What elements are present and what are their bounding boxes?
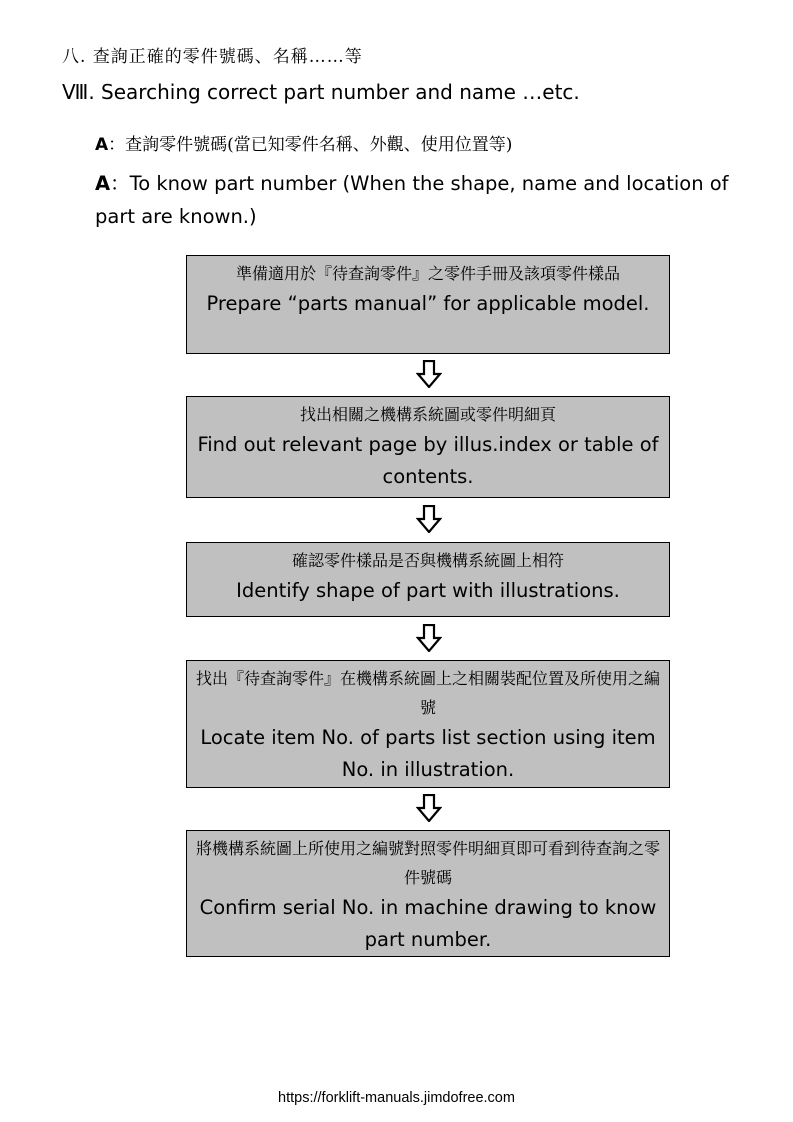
step-text-zh: 找出『待查詢零件』在機構系統圖上之相關裝配位置及所使用之編號 bbox=[195, 669, 660, 717]
subsection-label-en: A bbox=[95, 172, 111, 195]
subsection-heading-zh bbox=[95, 130, 512, 155]
step-text-zh: 確認零件樣品是否與機構系統圖上相符 bbox=[291, 551, 564, 570]
subsection-text-en: To know part number (When the shape, name and location of part are known.) bbox=[95, 172, 729, 228]
step-box-4 bbox=[186, 660, 670, 788]
step-text-en: Identify shape of part with illustrations. bbox=[236, 579, 620, 602]
step-box-3 bbox=[186, 542, 670, 617]
down-arrow-icon bbox=[416, 794, 442, 822]
section-heading-en: Ⅷ. Searching correct part number and name …etc. bbox=[62, 80, 580, 104]
down-arrow-icon bbox=[416, 624, 442, 652]
step-text-en: Locate item No. of parts list section using item No. in illustration. bbox=[200, 726, 656, 781]
step-box-2 bbox=[186, 396, 670, 498]
subsection-label: A bbox=[95, 135, 109, 155]
step-text-en: Find out relevant page by illus.index or table of contents. bbox=[197, 433, 659, 488]
step-text-en: Confirm serial No. in machine drawing to know part number. bbox=[199, 896, 657, 951]
down-arrow-icon bbox=[416, 505, 442, 533]
subsection-text-zh: 查詢零件號碼(當已知零件名稱、外觀、使用位置等) bbox=[125, 135, 513, 155]
step-box-1 bbox=[186, 255, 670, 354]
step-text-zh: 將機構系統圖上所使用之編號對照零件明細頁即可看到待查詢之零件號碼 bbox=[195, 839, 660, 887]
subsection-heading-en bbox=[95, 167, 745, 233]
step-text-zh: 準備適用於『待查詢零件』之零件手冊及該項零件樣品 bbox=[235, 264, 620, 283]
subsection-separator-en: ： bbox=[110, 172, 130, 195]
step-box-5 bbox=[186, 830, 670, 957]
section-heading-zh: 八. 查詢正確的零件號碼、名稱……等 bbox=[62, 47, 363, 67]
step-text-zh: 找出相關之機構系統圖或零件明細頁 bbox=[299, 405, 556, 424]
step-text-en: Prepare “parts manual” for applicable model. bbox=[206, 292, 650, 315]
footer-url: https://forklift-manuals.jimdofree.com bbox=[278, 1090, 515, 1106]
down-arrow-icon bbox=[416, 360, 442, 388]
subsection-separator: ： bbox=[108, 135, 126, 155]
